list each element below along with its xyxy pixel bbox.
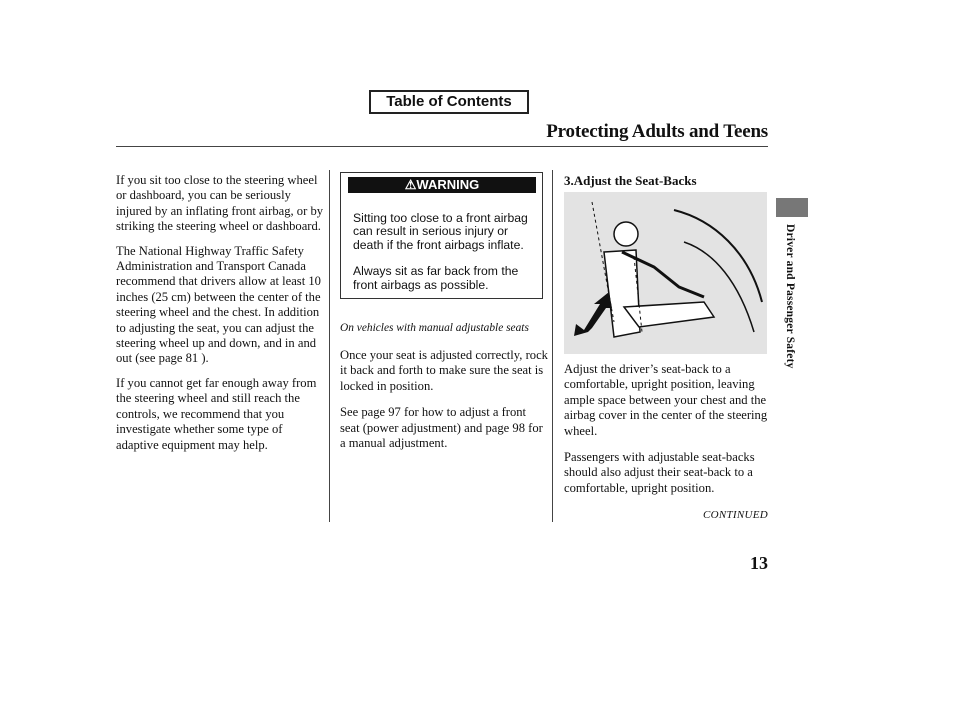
section-side-label: Driver and Passenger Safety xyxy=(784,224,796,369)
paragraph-see-page: See page 97 for how to adjust a front seat (power adjustment) and page 98 for a manual adjustment. xyxy=(340,405,543,451)
section-heading: 3.Adjust the Seat-Backs xyxy=(564,173,697,188)
paragraph-adjust-driver: Adjust the driver’s seat-back to a comfortable, upright position, leaving ample space between your chest and the airbag cover in the center of the steering wheel. xyxy=(564,362,768,438)
middle-column xyxy=(340,348,548,462)
manual-seats-caption: On vehicles with manual adjustable seats xyxy=(340,322,529,334)
page-title: Protecting Adults and Teens xyxy=(546,121,768,142)
warning-label: WARNING xyxy=(416,177,480,192)
column-divider-right xyxy=(552,170,553,522)
warning-box xyxy=(340,172,543,299)
warning-text xyxy=(353,212,537,305)
section-tab-marker xyxy=(776,198,808,217)
paragraph-sit-too-close: If you sit too close to the steering wheel or dashboard, you can be seriously injured by an inflating front airbag, or by striking the steering wheel or dashboard. xyxy=(116,173,324,234)
paragraph-passengers: Passengers with adjustable seat-backs should also adjust their seat-back to a comfortable, upright position. xyxy=(564,450,755,495)
table-of-contents-button[interactable]: Table of Contents xyxy=(369,90,529,114)
paragraph-rock-seat: Once your seat is adjusted correctly, rock it back and forth to make sure the seat is locked in position. xyxy=(340,348,548,393)
warning-header xyxy=(348,177,536,193)
continued-label: CONTINUED xyxy=(702,509,768,521)
right-column xyxy=(564,362,770,507)
seat-back-illustration xyxy=(564,192,767,354)
page-number: 13 xyxy=(750,553,768,573)
warning-text-2: Always sit as far back from the front airbags as possible. xyxy=(353,264,519,292)
left-column xyxy=(116,173,326,462)
seat-back-drawing xyxy=(564,192,767,354)
column-divider-left xyxy=(329,170,330,522)
warning-triangle-icon: ⚠ xyxy=(404,177,417,192)
warning-text-1: Sitting too close to a front airbag can result in serious injury or death if the front airbags inflate. xyxy=(353,211,528,252)
paragraph-adaptive-equipment: If you cannot get far enough away from the steering wheel and still reach the controls, we recommend that you investigate whether some type of adaptive equipment may help. xyxy=(116,375,317,452)
header-rule xyxy=(116,146,768,147)
paragraph-nhtsa: The National Highway Traffic Safety Administration and Transport Canada recommend that drivers allow at least 10 inches (25 cm) between the center of the steering wheel and the chest. In addition to adjusting the seat, you can adjust the steering wheel up and down, and in and out (see page 81 ). xyxy=(116,243,321,366)
